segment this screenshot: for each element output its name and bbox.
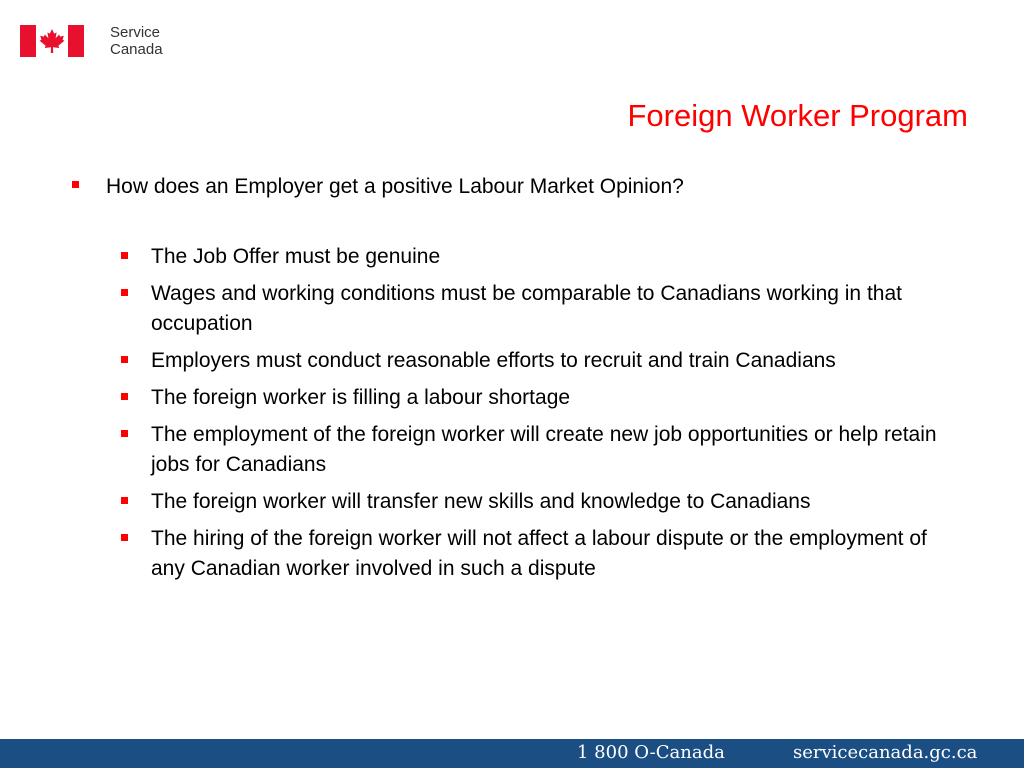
list-item <box>117 242 951 272</box>
footer-website: servicecanada.gc.ca <box>793 742 978 763</box>
main-bullet-text: How does an Employer get a positive Labour Market Opinion? <box>106 175 684 198</box>
list-item-text: The foreign worker will transfer new skills and knowledge to Canadians <box>151 490 811 513</box>
square-bullet-icon <box>121 393 128 400</box>
list-item <box>117 524 951 584</box>
list-item <box>117 383 951 413</box>
canada-flag-icon <box>20 25 84 57</box>
square-bullet-icon <box>121 252 128 259</box>
list-item-text: The hiring of the foreign worker will not affect a labour dispute or the employment of any Canadian worker involved in such a dispute <box>151 527 927 580</box>
square-bullet-icon <box>121 497 128 504</box>
square-bullet-icon <box>121 430 128 437</box>
list-item-text: Employers must conduct reasonable efforts to recruit and train Canadians <box>151 349 836 372</box>
service-canada-logo <box>20 24 190 58</box>
square-bullet-icon <box>121 356 128 363</box>
logo-line-canada: Canada <box>110 41 163 58</box>
main-bullet-point <box>72 172 972 201</box>
square-bullet-icon <box>121 289 128 296</box>
list-item-text: Wages and working conditions must be comparable to Canadians working in that occupation <box>151 282 902 335</box>
list-item-text: The foreign worker is filling a labour shortage <box>151 386 571 409</box>
square-bullet-icon <box>72 181 79 188</box>
square-bullet-icon <box>121 534 128 541</box>
list-item-text: The Job Offer must be genuine <box>151 245 441 268</box>
requirements-list <box>72 242 972 584</box>
list-item <box>117 279 951 339</box>
footer-bar <box>0 739 1024 768</box>
list-item <box>117 346 951 376</box>
list-item-text: The employment of the foreign worker will create new job opportunities or help retain jobs for Canadians <box>151 423 937 476</box>
logo-wordmark <box>110 24 163 58</box>
slide-title: Foreign Worker Program <box>627 98 968 133</box>
list-item <box>117 487 951 517</box>
slide-content <box>72 172 972 591</box>
logo-line-service: Service <box>110 24 161 41</box>
list-item <box>117 420 951 480</box>
footer-phone-number: 1 800 O-Canada <box>577 742 725 763</box>
